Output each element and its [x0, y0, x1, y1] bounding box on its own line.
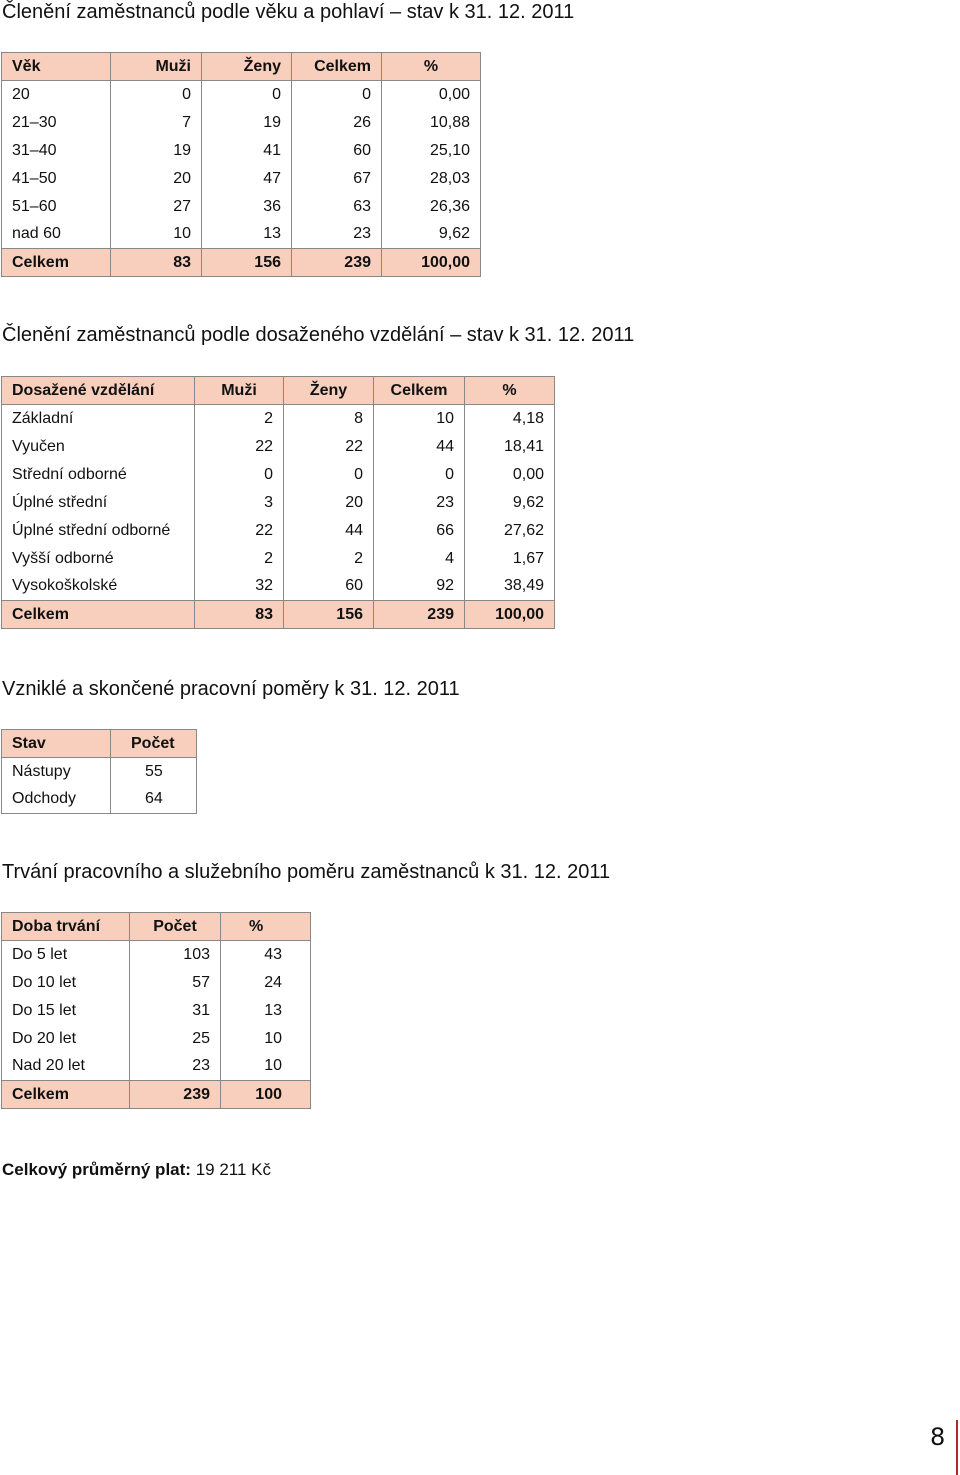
- table-cell: 10: [111, 221, 202, 249]
- table-cell: 55: [145, 762, 163, 780]
- table-cell: 13: [264, 1001, 282, 1019]
- duration-table-title: Trvání pracovního a služebního poměru zaměstnanců k 31. 12. 2011: [2, 861, 611, 883]
- column-header: Věk: [2, 53, 111, 81]
- table-row: [2, 786, 197, 814]
- table-cell: 0,00: [438, 85, 470, 103]
- table-cell: Celkem: [2, 1081, 130, 1109]
- table-cell: nad 60: [2, 221, 111, 249]
- table-cell: 2: [195, 545, 284, 573]
- column-header: Počet: [130, 913, 221, 941]
- table-row: [2, 517, 555, 545]
- table-cell: Do 10 let: [2, 969, 130, 997]
- page-number-rule: [956, 1420, 958, 1475]
- table-row: [2, 1025, 311, 1053]
- table-cell: Celkem: [2, 601, 195, 629]
- table-cell: Úplné střední: [2, 489, 195, 517]
- table-cell: 0: [374, 461, 465, 489]
- table-cell: 0: [111, 81, 202, 109]
- table-cell: 60: [284, 573, 374, 601]
- table-cell: 25,10: [429, 141, 470, 159]
- table-cell: 60: [292, 137, 382, 165]
- column-header: Ženy: [284, 377, 374, 405]
- table-cell: 21–30: [2, 109, 111, 137]
- table-cell: 10: [264, 1029, 282, 1047]
- table-row: [2, 109, 481, 137]
- table-cell: 41: [202, 137, 292, 165]
- table-cell: 0,00: [512, 465, 544, 483]
- column-header: Celkem: [292, 53, 382, 81]
- column-header: Doba trvání: [2, 913, 130, 941]
- table-cell: 20: [284, 489, 374, 517]
- column-header: Počet: [111, 730, 197, 758]
- column-header: Dosažené vzdělání: [2, 377, 195, 405]
- table-row: [2, 165, 481, 193]
- table-cell: 0: [195, 461, 284, 489]
- employment-table: [1, 729, 197, 814]
- table-cell: 2: [195, 405, 284, 433]
- table-cell: 38,49: [503, 577, 544, 595]
- table-header-row: [2, 377, 555, 405]
- table-cell: 239: [374, 601, 465, 629]
- table-cell: 0: [292, 81, 382, 109]
- table-cell: Odchody: [2, 786, 111, 814]
- column-header: Muži: [111, 53, 202, 81]
- average-salary-value: 19 211 Kč: [195, 1160, 271, 1179]
- table-cell: 25: [130, 1025, 221, 1053]
- table-row: [2, 489, 555, 517]
- table-cell: 239: [130, 1081, 221, 1109]
- column-header: Ženy: [202, 53, 292, 81]
- table-row: [2, 997, 311, 1025]
- table-cell: 7: [111, 109, 202, 137]
- table-cell: 26: [292, 109, 382, 137]
- total-row: [2, 1081, 311, 1109]
- table-cell: 67: [292, 165, 382, 193]
- average-salary: [2, 1160, 271, 1180]
- table-row: [2, 433, 555, 461]
- table-row: [2, 193, 481, 221]
- table-header-row: [2, 913, 311, 941]
- table-cell: 47: [202, 165, 292, 193]
- table-cell: 44: [374, 433, 465, 461]
- table-cell: 27,62: [503, 521, 544, 539]
- table-cell: 1,67: [512, 549, 544, 567]
- age-table-title: Členění zaměstnanců podle věku a pohlaví – stav k 31. 12. 2011: [2, 1, 575, 23]
- table-cell: 24: [264, 973, 282, 991]
- average-salary-label: Celkový průměrný plat:: [2, 1160, 191, 1179]
- column-header: Muži: [195, 377, 284, 405]
- table-cell: 19: [202, 109, 292, 137]
- table-cell: Nad 20 let: [2, 1053, 130, 1081]
- table-row: [2, 137, 481, 165]
- table-cell: 156: [202, 249, 292, 277]
- table-cell: Střední odborné: [2, 461, 195, 489]
- table-header-row: [2, 53, 481, 81]
- table-row: [2, 941, 311, 969]
- table-cell: Základní: [2, 405, 195, 433]
- table-cell: 100,00: [465, 601, 555, 629]
- table-cell: 0: [202, 81, 292, 109]
- table-header-row: [2, 730, 197, 758]
- table-cell: 31–40: [2, 137, 111, 165]
- table-cell: 20: [111, 165, 202, 193]
- table-cell: 0: [284, 461, 374, 489]
- table-cell: 43: [264, 945, 282, 963]
- table-cell: 103: [130, 941, 221, 969]
- table-cell: 20: [2, 81, 111, 109]
- table-cell: 63: [292, 193, 382, 221]
- table-cell: 23: [130, 1053, 221, 1081]
- table-cell: 22: [195, 517, 284, 545]
- table-cell: 18,41: [503, 437, 544, 455]
- age-table: [1, 52, 481, 277]
- table-cell: Úplné střední odborné: [2, 517, 195, 545]
- table-cell: 32: [195, 573, 284, 601]
- table-cell: 22: [195, 433, 284, 461]
- table-cell: Do 15 let: [2, 997, 130, 1025]
- table-cell: 57: [130, 969, 221, 997]
- table-cell: 51–60: [2, 193, 111, 221]
- table-cell: 156: [284, 601, 374, 629]
- table-cell: Celkem: [2, 249, 111, 277]
- table-row: [2, 81, 481, 109]
- table-cell: 19: [111, 137, 202, 165]
- table-row: [2, 573, 555, 601]
- table-cell: 26,36: [429, 197, 470, 215]
- column-header: %: [221, 913, 311, 941]
- table-row: [2, 405, 555, 433]
- table-cell: Do 20 let: [2, 1025, 130, 1053]
- column-header: %: [382, 53, 481, 81]
- column-header: Celkem: [374, 377, 465, 405]
- table-cell: Vyšší odborné: [2, 545, 195, 573]
- table-row: [2, 758, 197, 786]
- table-row: [2, 221, 481, 249]
- table-cell: 83: [195, 601, 284, 629]
- table-row: [2, 1053, 311, 1081]
- table-cell: Vysokoškolské: [2, 573, 195, 601]
- table-cell: 23: [374, 489, 465, 517]
- table-cell: 10,88: [429, 113, 470, 131]
- table-cell: 44: [284, 517, 374, 545]
- table-cell: 41–50: [2, 165, 111, 193]
- page-number: 8: [930, 1423, 946, 1451]
- duration-table: [1, 912, 311, 1109]
- table-row: [2, 545, 555, 573]
- table-cell: 4: [374, 545, 465, 573]
- table-cell: 100,00: [382, 249, 481, 277]
- table-cell: 9,62: [512, 493, 544, 511]
- table-cell: 64: [145, 790, 163, 808]
- table-cell: 8: [284, 405, 374, 433]
- table-cell: 36: [202, 193, 292, 221]
- table-cell: Do 5 let: [2, 941, 130, 969]
- table-cell: 100: [221, 1081, 311, 1109]
- table-cell: 66: [374, 517, 465, 545]
- table-row: [2, 969, 311, 997]
- table-cell: 23: [292, 221, 382, 249]
- table-cell: 22: [284, 433, 374, 461]
- table-cell: 4,18: [512, 409, 544, 427]
- table-cell: 2: [284, 545, 374, 573]
- table-cell: 239: [292, 249, 382, 277]
- education-table: [1, 376, 555, 629]
- table-cell: 27: [111, 193, 202, 221]
- table-cell: 3: [195, 489, 284, 517]
- table-cell: 13: [202, 221, 292, 249]
- table-cell: 9,62: [438, 225, 470, 243]
- column-header: %: [465, 377, 555, 405]
- table-cell: 83: [111, 249, 202, 277]
- education-table-title: Členění zaměstnanců podle dosaženého vzdělání – stav k 31. 12. 2011: [2, 324, 635, 346]
- total-row: [2, 249, 481, 277]
- table-cell: 10: [374, 405, 465, 433]
- table-row: [2, 461, 555, 489]
- table-cell: 10: [264, 1057, 282, 1075]
- table-cell: 31: [130, 997, 221, 1025]
- table-cell: Nástupy: [2, 758, 111, 786]
- table-cell: Vyučen: [2, 433, 195, 461]
- table-cell: 28,03: [429, 169, 470, 187]
- column-header: Stav: [2, 730, 111, 758]
- employment-table-title: Vzniklé a skončené pracovní poměry k 31. 12. 2011: [2, 678, 460, 700]
- table-cell: 92: [374, 573, 465, 601]
- total-row: [2, 601, 555, 629]
